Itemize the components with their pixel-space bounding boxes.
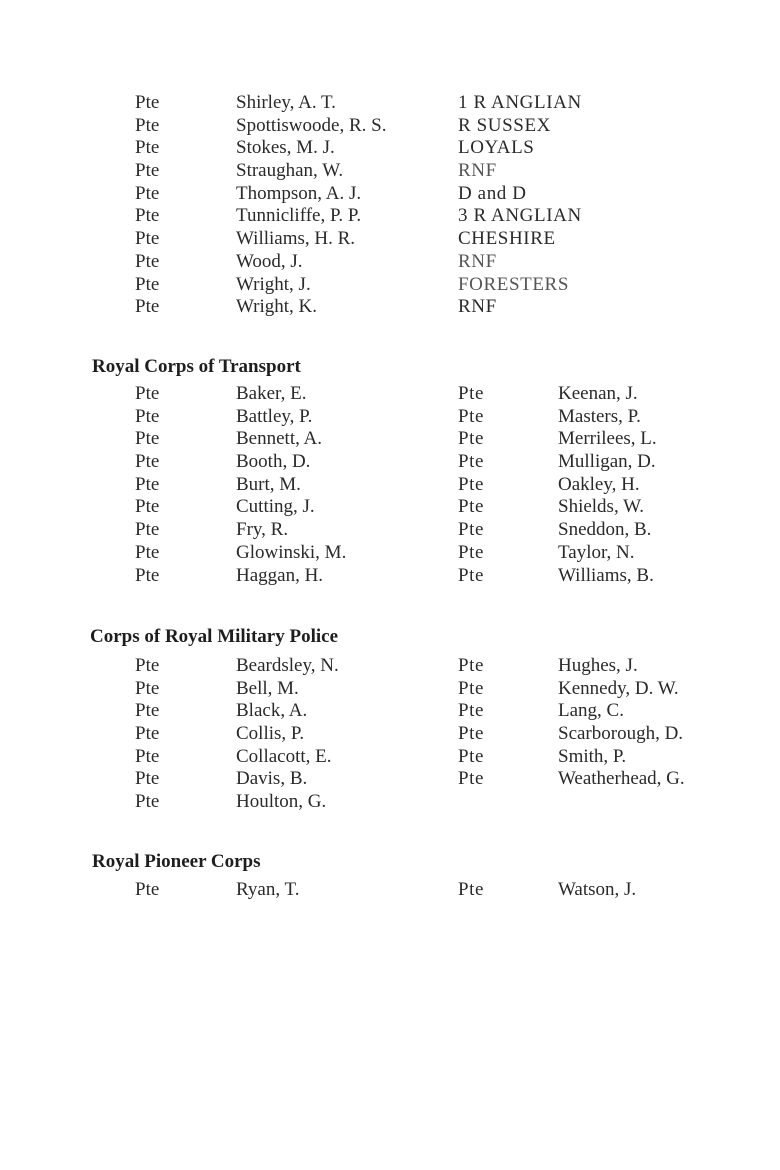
soldier-name: Davis, B. [236, 768, 308, 790]
list-item [0, 678, 780, 701]
list-item [0, 183, 780, 206]
list-item [0, 383, 780, 406]
list-item [0, 655, 780, 678]
rank: Pte [135, 296, 160, 318]
soldier-name: Watson, J. [558, 879, 637, 900]
rank: Pte [458, 879, 485, 900]
soldier-name: Keenan, J. [558, 383, 638, 404]
list-item [0, 746, 780, 769]
soldier-name: Weatherhead, G. [558, 768, 685, 790]
list-item [0, 791, 780, 814]
rank: Pte [135, 700, 160, 722]
rank: Pte [458, 677, 485, 699]
rank: Pte [458, 768, 485, 790]
soldier-name: Bennett, A. [236, 428, 323, 450]
regiment: LOYALS [458, 137, 535, 159]
soldier-name: Burt, M. [236, 473, 301, 495]
soldier-name: Oakley, H. [558, 473, 640, 495]
soldier-name: Haggan, H. [236, 564, 324, 586]
rank: Pte [135, 160, 160, 182]
rank: Pte [135, 428, 160, 450]
section-heading-rmp: Corps of Royal Military Police [90, 626, 339, 647]
rank: Pte [135, 92, 160, 113]
soldier-name: Thompson, A. J. [236, 182, 362, 204]
soldier-name: Merrilees, L. [558, 428, 657, 450]
rank: Pte [135, 451, 160, 473]
rct-list [0, 383, 780, 587]
rank: Pte [135, 228, 160, 250]
soldier-name: Houlton, G. [236, 791, 327, 813]
rank: Pte [458, 496, 485, 518]
soldier-name: Shields, W. [558, 496, 645, 518]
regiment: RNF [458, 296, 497, 318]
regiment: 1 R ANGLIAN [458, 92, 582, 113]
rank: Pte [458, 405, 485, 427]
list-item [0, 92, 780, 115]
rank: Pte [135, 496, 160, 518]
list-item [0, 768, 780, 791]
soldier-name: Collacott, E. [236, 745, 332, 767]
list-item [0, 228, 780, 251]
soldier-name: Fry, R. [236, 519, 289, 541]
soldier-name: Black, A. [236, 700, 308, 722]
list-item [0, 496, 780, 519]
regiment: RNF [458, 250, 497, 272]
regiment: R SUSSEX [458, 114, 551, 136]
soldier-name: Straughan, W. [236, 160, 344, 182]
rank: Pte [458, 451, 485, 473]
list-item [0, 160, 780, 183]
regiment: RNF [458, 160, 497, 182]
rank: Pte [458, 745, 485, 767]
soldier-name: Beardsley, N. [236, 655, 339, 676]
rank: Pte [135, 879, 160, 900]
soldier-name: Mulligan, D. [558, 451, 656, 473]
list-item [0, 474, 780, 497]
rank: Pte [135, 791, 160, 813]
rank: Pte [135, 768, 160, 790]
rank: Pte [458, 473, 485, 495]
soldier-name: Kennedy, D. W. [558, 677, 679, 699]
rank: Pte [458, 519, 485, 541]
soldier-name: Glowinski, M. [236, 541, 347, 563]
list-item [0, 406, 780, 429]
section-heading-rct: Royal Corps of Transport [92, 356, 301, 377]
soldier-name: Bell, M. [236, 677, 299, 699]
soldier-name: Hughes, J. [558, 655, 638, 676]
section-heading-rpc: Royal Pioneer Corps [92, 851, 261, 872]
regiment: 3 R ANGLIAN [458, 205, 582, 227]
soldier-name: Masters, P. [558, 405, 641, 427]
soldier-name: Wood, J. [236, 250, 303, 272]
rank: Pte [458, 723, 485, 745]
rmp-list [0, 655, 780, 814]
soldier-name: Scarborough, D. [558, 723, 684, 745]
list-item [0, 251, 780, 274]
rank: Pte [135, 182, 160, 204]
soldier-name: Wright, J. [236, 273, 311, 295]
rank: Pte [135, 273, 160, 295]
rank: Pte [135, 205, 160, 227]
soldier-name: Taylor, N. [558, 541, 635, 563]
rank: Pte [135, 473, 160, 495]
rank: Pte [135, 541, 160, 563]
rpc-list [0, 879, 780, 902]
list-item [0, 565, 780, 588]
rank: Pte [135, 677, 160, 699]
rank: Pte [135, 250, 160, 272]
soldier-name: Shirley, A. T. [236, 92, 336, 113]
soldier-name: Spottiswoode, R. S. [236, 114, 387, 136]
rank: Pte [135, 114, 160, 136]
soldier-name: Williams, B. [558, 564, 654, 586]
list-item [0, 205, 780, 228]
rank: Pte [135, 383, 160, 404]
rank: Pte [135, 137, 160, 159]
rank: Pte [135, 405, 160, 427]
list-item [0, 296, 780, 319]
list-item [0, 879, 780, 902]
rank: Pte [458, 541, 485, 563]
soldier-name: Collis, P. [236, 723, 305, 745]
rank: Pte [135, 655, 160, 676]
rank: Pte [458, 383, 485, 404]
soldier-name: Stokes, M. J. [236, 137, 335, 159]
regiment: CHESHIRE [458, 228, 556, 250]
list-item [0, 451, 780, 474]
rank: Pte [458, 428, 485, 450]
soldier-name: Wright, K. [236, 296, 318, 318]
soldier-name: Smith, P. [558, 745, 627, 767]
soldier-name: Tunnicliffe, P. P. [236, 205, 362, 227]
regiment: D and D [458, 182, 527, 204]
rank: Pte [135, 519, 160, 541]
soldier-name: Lang, C. [558, 700, 624, 722]
soldier-name: Ryan, T. [236, 879, 300, 900]
soldier-name: Booth, D. [236, 451, 311, 473]
rank: Pte [135, 745, 160, 767]
list-item [0, 137, 780, 160]
rank: Pte [458, 700, 485, 722]
list-item [0, 519, 780, 542]
list-item [0, 700, 780, 723]
list-item [0, 115, 780, 138]
regiment: FORESTERS [458, 273, 569, 295]
soldier-name: Williams, H. R. [236, 228, 356, 250]
rank: Pte [135, 564, 160, 586]
rank: Pte [135, 723, 160, 745]
list-item [0, 723, 780, 746]
list-item [0, 274, 780, 297]
list-item [0, 428, 780, 451]
soldier-name: Baker, E. [236, 383, 307, 404]
list-item [0, 542, 780, 565]
infantry-list [0, 92, 780, 319]
rank: Pte [458, 564, 485, 586]
soldier-name: Sneddon, B. [558, 519, 652, 541]
soldier-name: Cutting, J. [236, 496, 315, 518]
rank: Pte [458, 655, 485, 676]
soldier-name: Battley, P. [236, 405, 313, 427]
